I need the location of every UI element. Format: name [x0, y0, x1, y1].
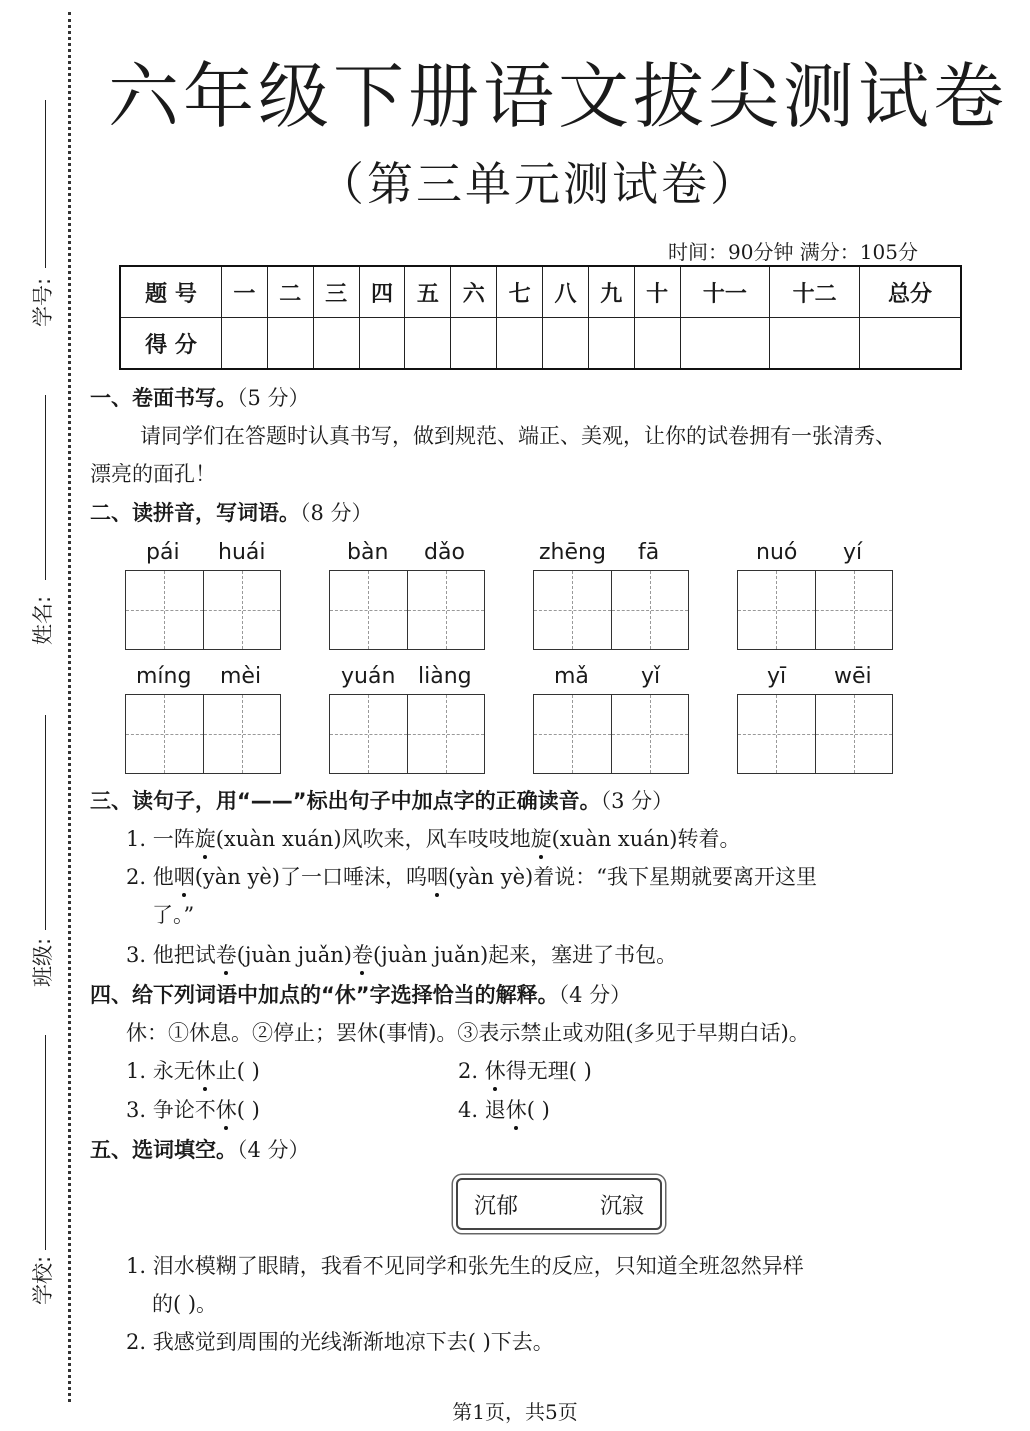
sentence-3	[126, 939, 677, 969]
dotted-char: 休	[216, 1094, 237, 1124]
page-number: 第1页，共5页	[452, 1400, 578, 1424]
xiu-item-3[interactable]	[126, 1094, 260, 1124]
section-2-points: （8 分）	[300, 501, 373, 525]
sentence-2-continued: 了。”	[152, 903, 195, 927]
writing-cell[interactable]	[407, 695, 485, 773]
score-row-label: 得 分	[120, 318, 222, 370]
section-1-title: 一、卷面书写。	[90, 386, 237, 410]
score-cell-header: 一	[222, 266, 268, 318]
sentence-text: (juàn juǎn)	[236, 943, 352, 967]
class-line	[45, 715, 46, 930]
sentence-text: (juàn juǎn)起来，塞进了书包。	[372, 943, 678, 967]
xiu-definitions: 休：①休息。②停止；罢休(事情)。③表示禁止或劝阻(多见于早期白话)。	[126, 1021, 810, 1045]
item-text: 1. 永无	[126, 1059, 195, 1083]
xiu-item-4[interactable]	[458, 1094, 550, 1124]
writing-grid[interactable]	[125, 694, 281, 774]
school-label: 学校:	[31, 1255, 55, 1305]
section-2-heading	[90, 497, 373, 527]
writing-cell[interactable]	[126, 571, 203, 649]
pinyin-syllable: yuán	[341, 664, 396, 689]
section-1-points: （5 分）	[237, 386, 310, 410]
dotted-char: 卷	[352, 939, 373, 969]
pinyin-syllable: wēi	[834, 664, 872, 689]
score-cell-header: 十	[634, 266, 680, 318]
pinyin-syllable: pái	[146, 540, 180, 565]
time-score-info: 时间：90分钟 满分：105分	[668, 240, 918, 264]
score-blank-cell[interactable]	[588, 318, 634, 370]
writing-grid[interactable]	[329, 694, 485, 774]
score-cell-header: 十二	[770, 266, 860, 318]
section-1-text-line-2: 漂亮的面孔！	[90, 462, 216, 486]
sentence-text: 1. 一阵	[126, 827, 195, 851]
writing-cell[interactable]	[330, 571, 407, 649]
school-line	[45, 1035, 46, 1250]
writing-grid[interactable]	[329, 570, 485, 650]
pinyin-syllable: míng	[136, 664, 192, 689]
section-3-heading	[90, 785, 673, 815]
score-cell-header: 六	[451, 266, 497, 318]
dotted-char: 卷	[216, 939, 237, 969]
pinyin-syllable: mǎ	[554, 664, 589, 689]
score-cell-header: 二	[267, 266, 313, 318]
pinyin-syllable: yǐ	[641, 664, 661, 689]
score-blank-cell[interactable]	[359, 318, 405, 370]
pinyin-syllable: fā	[638, 540, 660, 565]
dotted-char: 休	[506, 1094, 527, 1124]
writing-cell[interactable]	[203, 571, 281, 649]
item-text: 3. 争论不	[126, 1098, 216, 1122]
score-cell-header: 十一	[680, 266, 770, 318]
score-blank-cell[interactable]	[497, 318, 543, 370]
item-text: 得无理( )	[505, 1059, 592, 1083]
score-blank-cell[interactable]	[313, 318, 359, 370]
sentence-text: (xuàn xuán)转着。	[551, 827, 741, 851]
score-table-score-row	[120, 318, 961, 370]
word-choice-2: 沉寂	[599, 1193, 644, 1219]
writing-grid[interactable]	[737, 570, 893, 650]
score-blank-cell[interactable]	[860, 318, 962, 370]
score-blank-cell[interactable]	[222, 318, 268, 370]
section-4-title: 四、给下列词语中加点的“休”字选择恰当的解释。	[90, 983, 559, 1007]
section-5-heading	[90, 1134, 310, 1164]
binding-dashed-line	[68, 12, 71, 1402]
score-cell-label: 题 号	[120, 266, 222, 318]
section-2-title: 二、读拼音，写词语。	[90, 501, 300, 525]
writing-cell[interactable]	[126, 695, 203, 773]
pinyin-syllable: bàn	[347, 540, 389, 565]
score-cell-header: 五	[405, 266, 451, 318]
score-blank-cell[interactable]	[543, 318, 589, 370]
writing-grid[interactable]	[737, 694, 893, 774]
score-blank-cell[interactable]	[680, 318, 770, 370]
pinyin-syllable: nuó	[756, 540, 798, 565]
sentence-text: (xuàn xuán)风吹来，风车吱吱地	[215, 827, 531, 851]
writing-cell[interactable]	[611, 571, 689, 649]
word-choice-1: 沉郁	[474, 1193, 519, 1219]
score-blank-cell[interactable]	[267, 318, 313, 370]
dotted-char: 咽	[427, 861, 448, 891]
class-label: 班级:	[31, 937, 55, 987]
score-cell-header: 四	[359, 266, 405, 318]
section-4-points: （4 分）	[558, 983, 632, 1007]
fill-question-1-line-2[interactable]: 的( )。	[152, 1292, 218, 1316]
writing-cell[interactable]	[203, 695, 281, 773]
score-blank-cell[interactable]	[770, 318, 860, 370]
pinyin-syllable: yí	[843, 540, 863, 565]
score-blank-cell[interactable]	[634, 318, 680, 370]
item-text: ( )	[236, 1098, 260, 1122]
score-cell-header: 八	[543, 266, 589, 318]
writing-grid[interactable]	[125, 570, 281, 650]
student-id-line	[45, 100, 46, 268]
writing-cell[interactable]	[738, 571, 815, 649]
writing-cell[interactable]	[330, 695, 407, 773]
score-cell-header: 三	[313, 266, 359, 318]
xiu-item-2[interactable]	[458, 1055, 592, 1085]
fill-question-2[interactable]: 2. 我感觉到周围的光线渐渐地凉下去( )下去。	[126, 1330, 554, 1354]
sentence-1	[126, 823, 741, 853]
score-table-header-row	[120, 266, 961, 318]
score-cell-header: 九	[588, 266, 634, 318]
item-text: 2.	[458, 1059, 485, 1083]
item-text: ( )	[526, 1098, 550, 1122]
pinyin-syllable: yī	[767, 664, 787, 689]
item-text: 止( )	[215, 1059, 260, 1083]
fill-question-1-line-1: 1. 泪水模糊了眼睛，我看不见同学和张先生的反应，只知道全班忽然异样	[126, 1254, 804, 1278]
dotted-char: 旋	[531, 823, 552, 853]
sentence-text: (yàn yè)了一口唾沫，呜	[194, 865, 427, 889]
writing-cell[interactable]	[815, 695, 893, 773]
dotted-char: 旋	[195, 823, 216, 853]
pinyin-syllable: liàng	[418, 664, 472, 689]
writing-cell[interactable]	[738, 695, 815, 773]
pinyin-syllable: dǎo	[424, 540, 465, 565]
writing-cell[interactable]	[407, 571, 485, 649]
section-1-heading	[90, 382, 310, 412]
sentence-2	[126, 861, 817, 891]
name-line	[45, 395, 46, 580]
score-cell-total: 总分	[860, 266, 962, 318]
word-choice-box	[456, 1178, 662, 1230]
dotted-char: 咽	[174, 861, 195, 891]
page-title: 六年级下册语文拔尖测试卷	[108, 55, 1009, 138]
score-cell-header: 七	[497, 266, 543, 318]
section-1-text-line-1: 请同学们在答题时认真书写，做到规范、端正、美观，让你的试卷拥有一张清秀、	[140, 424, 896, 448]
pinyin-syllable: zhēng	[539, 540, 606, 565]
writing-grid[interactable]	[533, 694, 689, 774]
writing-cell[interactable]	[815, 571, 893, 649]
section-3-title: 三、读句子，用“——”标出句子中加点字的正确读音。	[90, 789, 601, 813]
score-blank-cell[interactable]	[405, 318, 451, 370]
score-table	[119, 265, 962, 370]
dotted-char: 休	[195, 1055, 216, 1085]
writing-cell[interactable]	[534, 695, 611, 773]
score-blank-cell[interactable]	[451, 318, 497, 370]
sentence-text: (yàn yè)着说：“我下星期就要离开这里	[447, 865, 817, 889]
pinyin-syllable: mèi	[220, 664, 262, 689]
sentence-text: 3. 他把试	[126, 943, 216, 967]
page-subtitle: （第三单元测试卷）	[318, 157, 759, 211]
dotted-char: 休	[485, 1055, 506, 1085]
student-id-label: 学号:	[31, 277, 55, 327]
xiu-item-1[interactable]	[126, 1055, 260, 1085]
sentence-text: 2. 他	[126, 865, 174, 889]
writing-cell[interactable]	[611, 695, 689, 773]
section-5-points: （4 分）	[237, 1138, 310, 1162]
item-text: 4. 退	[458, 1098, 506, 1122]
section-5-title: 五、选词填空。	[90, 1138, 237, 1162]
writing-grid[interactable]	[533, 570, 689, 650]
section-4-heading	[90, 979, 631, 1009]
pinyin-syllable: huái	[218, 540, 266, 565]
section-3-points: （3 分）	[600, 789, 674, 813]
name-label: 姓名:	[31, 595, 55, 645]
writing-cell[interactable]	[534, 571, 611, 649]
